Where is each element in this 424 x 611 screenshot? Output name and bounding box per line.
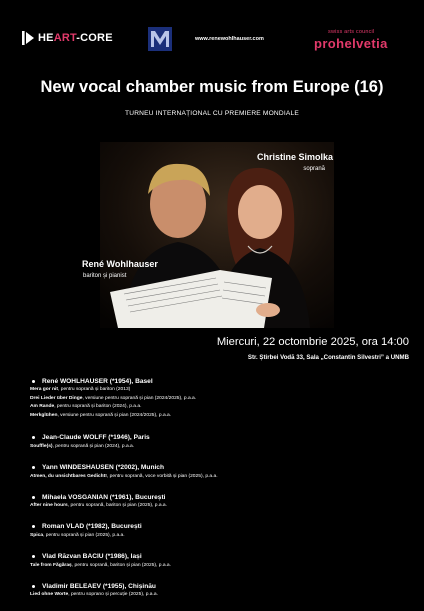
performer-name-wohlhauser: René Wohlhauser bbox=[82, 259, 158, 269]
composer-name: Mihaela VOSGANIAN (*1961), București bbox=[42, 493, 166, 501]
program-list bbox=[30, 376, 410, 611]
performer-name-simolka: Christine Simolka bbox=[257, 152, 334, 162]
council-text: swiss arts council bbox=[328, 29, 375, 35]
composer-name: René WOHLHAUSER (*1954), Basel bbox=[42, 377, 153, 385]
bullet-icon bbox=[32, 525, 35, 528]
work-line: Drei Lieder über Dinge, versiune pentru soprană și pian (2024/2025), p.a.a. bbox=[30, 395, 197, 401]
work-line: Tale from Făgăraș, pentru soprană, bariton și pian (2025), p.a.a. bbox=[30, 562, 171, 568]
work-line: Am Rande, pentru soprană și bariton (2024), p.a.a. bbox=[30, 404, 142, 410]
bullet-icon bbox=[32, 585, 35, 588]
event-date: Miercuri, 22 octombrie 2025, ora 14:00 bbox=[216, 336, 409, 348]
website-link[interactable]: www.renewohlhauser.com bbox=[195, 36, 264, 42]
heartcore-mark-icon bbox=[22, 31, 34, 45]
header-bar bbox=[0, 0, 424, 66]
bullet-icon bbox=[32, 436, 35, 439]
composer-name: Roman VLAD (*1982), București bbox=[42, 523, 142, 531]
work-line: After nine hours, pentru soprană, bariton și pian (2025), p.a.a. bbox=[30, 503, 168, 509]
bullet-icon bbox=[32, 380, 35, 383]
program-item bbox=[30, 433, 410, 452]
performer-role-wohlhauser: bariton și pianist bbox=[83, 273, 127, 279]
work-line: Souffle(s), pentru soprană și pian (2024), p.a.a. bbox=[30, 443, 135, 449]
composer-name: Jean-Claude WOLFF (*1946), Paris bbox=[42, 434, 150, 442]
composer-name: Yann WINDESHAUSEN (*2002), Munich bbox=[42, 464, 165, 472]
composer-name: Vladimir BELEAEV (*1955), Chișinău bbox=[42, 582, 156, 590]
program-item bbox=[30, 581, 410, 600]
event-venue: Str. Știrbei Vodă 33, Sala „Constantin Silvestri” a UNMB bbox=[247, 354, 409, 361]
work-line: Mera gor nit, pentru soprană și bariton (2013) bbox=[30, 387, 131, 392]
program-item bbox=[30, 522, 410, 541]
m-logo-icon bbox=[148, 27, 172, 51]
bullet-icon bbox=[32, 466, 35, 469]
program-item bbox=[30, 376, 410, 421]
composer-name: Vlad Răzvan BACIU (*1986), Iași bbox=[42, 553, 142, 561]
work-line: Atmen, du unsichtbares Gedicht!, pentru soprană, voce vorbită și pian (2025), p.a.a. bbox=[30, 473, 218, 479]
program-item bbox=[30, 463, 410, 482]
prohelvetia-logo bbox=[314, 29, 388, 51]
subtitle: TURNEU INTERNAȚIONAL CU PREMIERE MONDIALE bbox=[125, 110, 299, 117]
page-title: New vocal chamber music from Europe (16) bbox=[40, 78, 384, 96]
bullet-icon bbox=[32, 555, 35, 558]
heartcore-wordmark: HEART-CORE bbox=[38, 32, 113, 44]
program-item bbox=[30, 552, 410, 571]
bullet-icon bbox=[32, 496, 35, 499]
program-item bbox=[30, 492, 410, 511]
performer-role-simolka: soprană bbox=[303, 166, 325, 172]
work-line: Spica, pentru soprană și pian (2025), p.a.a. bbox=[30, 532, 125, 538]
heartcore-logo bbox=[22, 31, 113, 45]
council-brand: prohelvetia bbox=[314, 36, 388, 51]
work-line: Lied ohne Worte, pentru soprano și percuție (2025), p.a.a. bbox=[30, 592, 158, 598]
work-line: Merkglühen, versiune pentru soprană și pian (2024/2025), p.a.a. bbox=[30, 413, 172, 419]
